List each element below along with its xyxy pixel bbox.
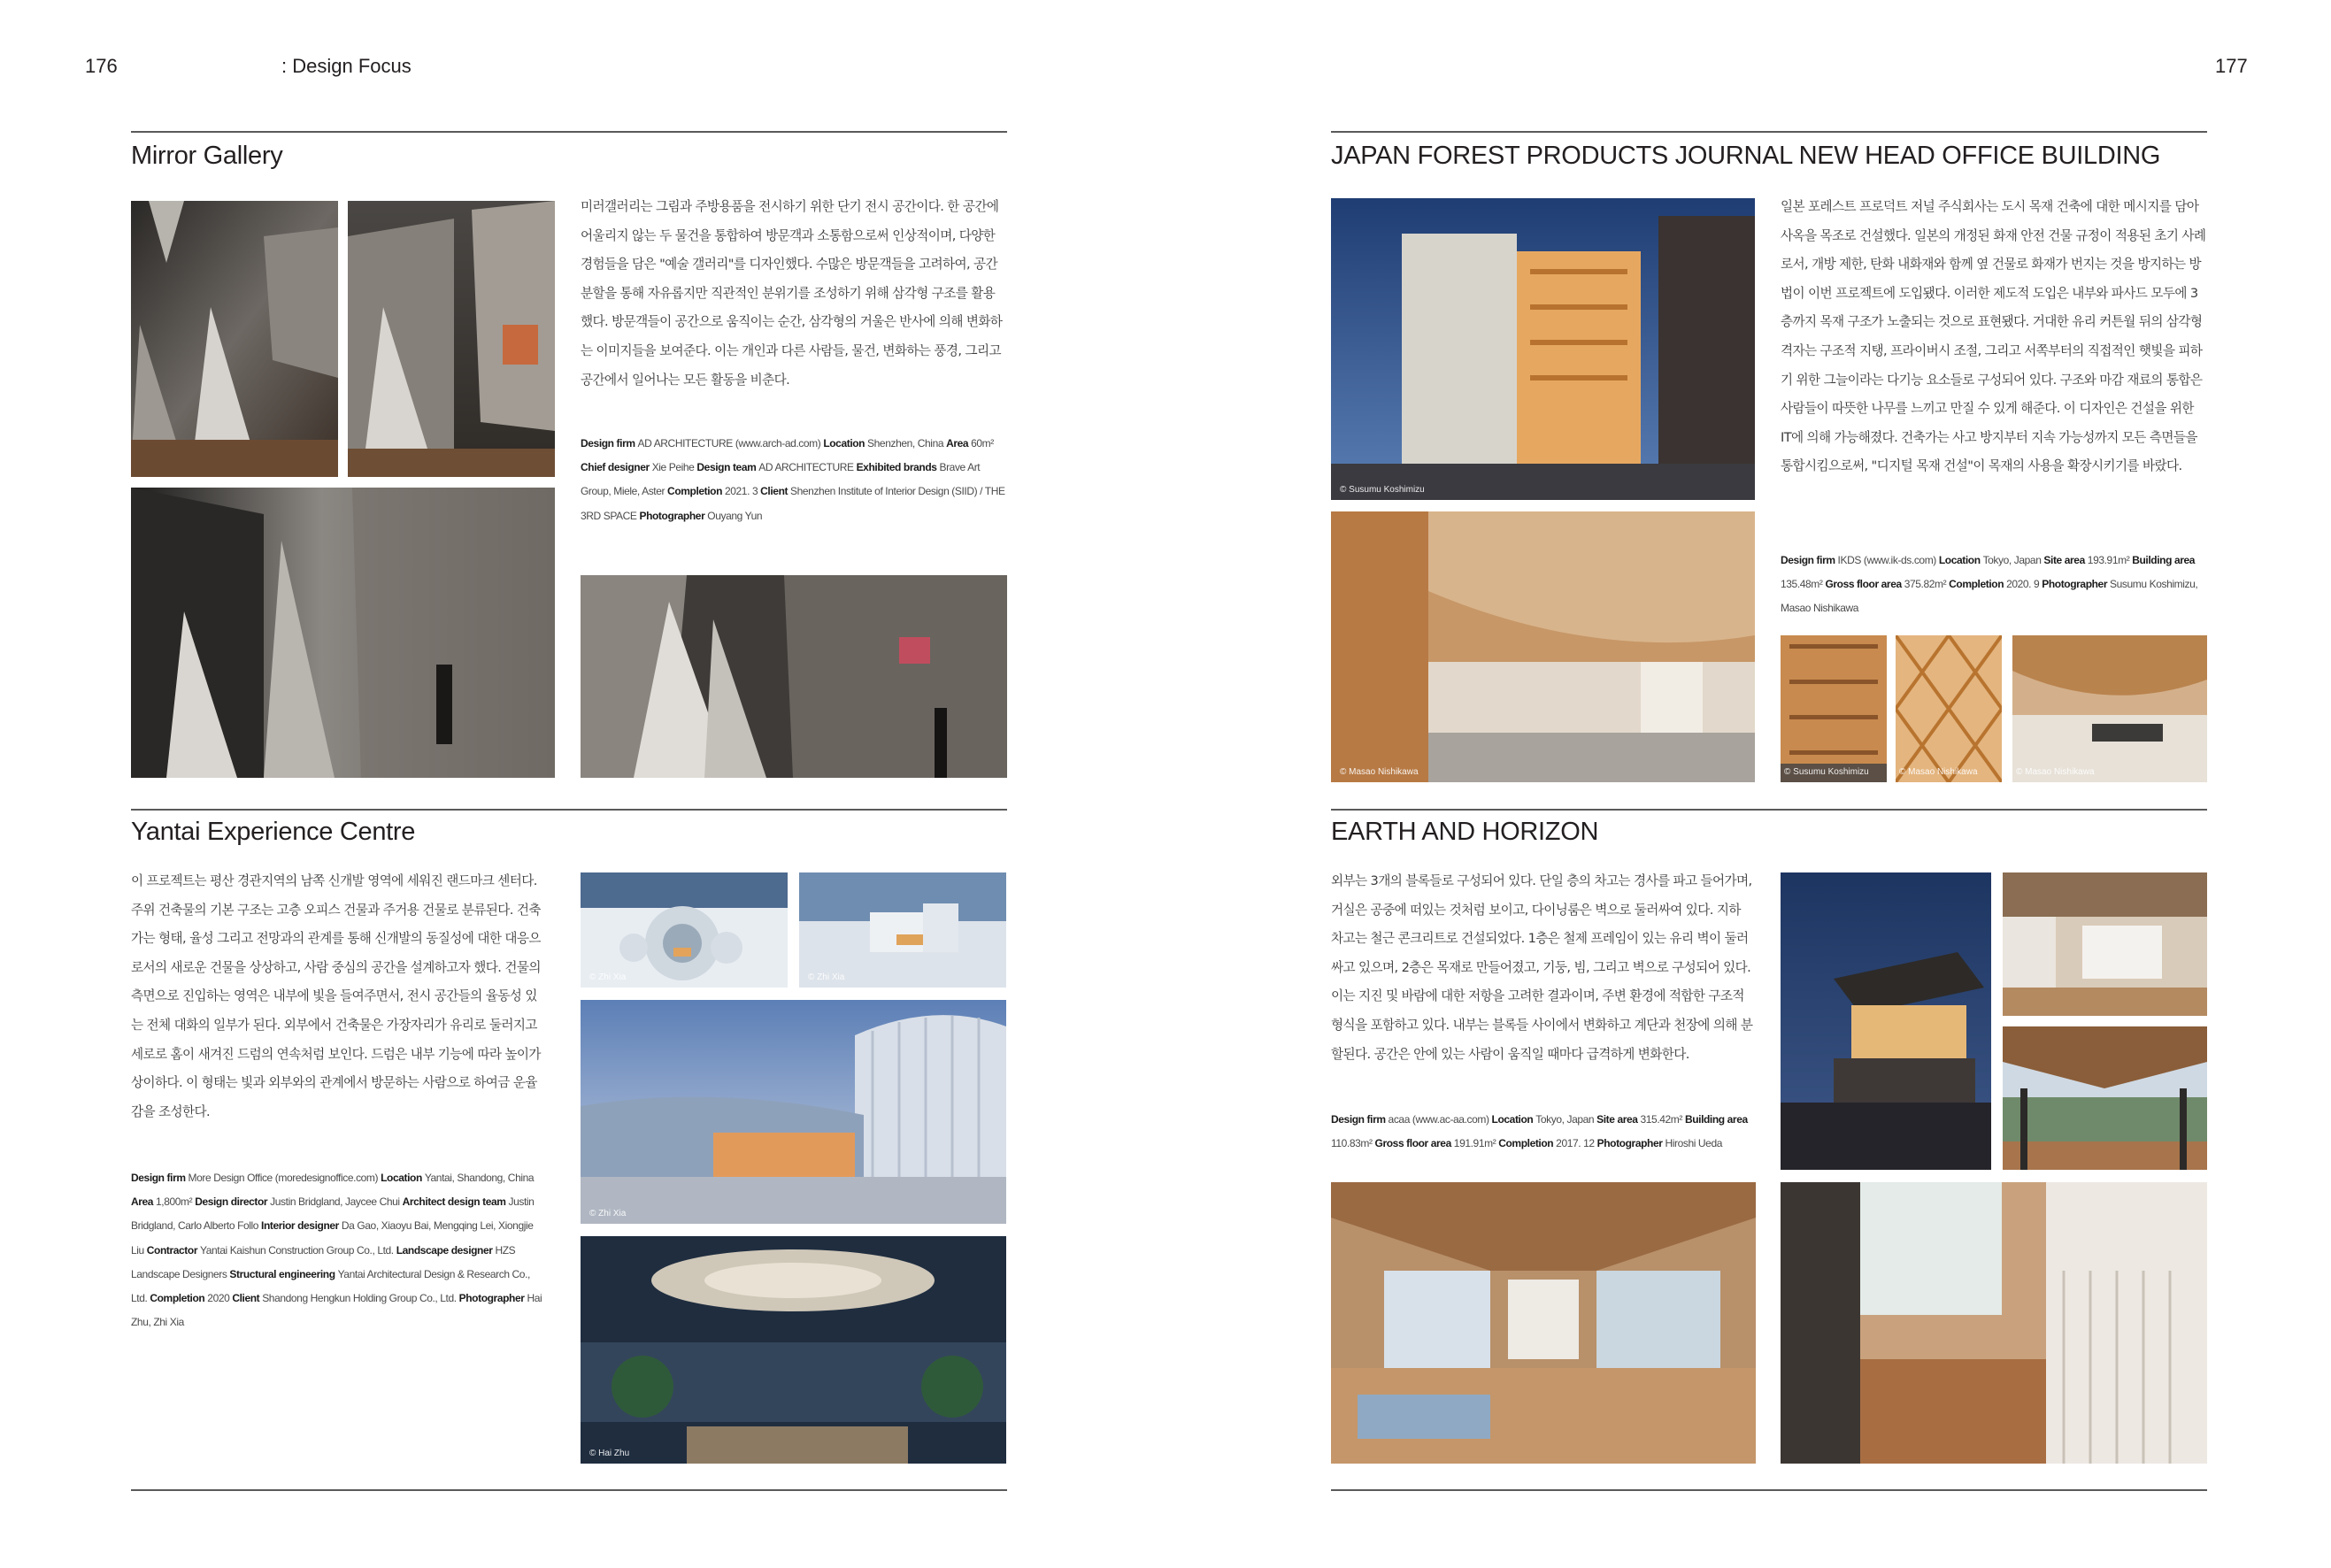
photo-caption: © Zhi Xia [808, 972, 845, 982]
photo-caption: © Hai Zhu [589, 1449, 630, 1458]
credit-value: Hiroshi Ueda [1665, 1137, 1723, 1150]
credit-label: Site area [2043, 554, 2088, 566]
credit-value: Ouyang Yun [707, 509, 763, 522]
left-page-number: 176 [85, 55, 118, 77]
credit-label: Building area [2132, 554, 2196, 566]
credit-label: Contractor [146, 1243, 201, 1257]
credit-value: 1,800m² [156, 1195, 196, 1209]
photo-earth-corridor [2003, 872, 2207, 1016]
credit-label: Exhibited brands [856, 461, 940, 474]
credit-label: Area [131, 1195, 157, 1209]
credit-label: Location [1491, 1113, 1536, 1126]
credit-value: Tokyo, Japan [1535, 1113, 1597, 1126]
credit-label: Design firm [1331, 1113, 1389, 1126]
credit-value: 2020 [207, 1292, 233, 1305]
credit-value: 375.82m² [1904, 578, 1950, 591]
credit-label: Area [946, 437, 972, 450]
photo-japan-forest-thumb-1 [1781, 635, 1887, 782]
credit-label: Gross floor area [1374, 1137, 1454, 1150]
credit-label: Design firm [581, 437, 638, 450]
credit-value: IKDS (www.ik-ds.com) [1837, 554, 1939, 566]
credit-value: Yantai Kaishun Construction Group Co., Ltd. [200, 1243, 396, 1257]
photo-japan-forest-exterior [1331, 198, 1755, 500]
credit-label: Photographer [1596, 1137, 1666, 1150]
credit-value: 110.83m² [1331, 1137, 1375, 1150]
credit-label: Completion [1949, 578, 2007, 591]
divider [131, 1489, 1007, 1491]
credit-label: Photographer [458, 1292, 527, 1305]
credit-label: Structural engineering [229, 1267, 338, 1280]
divider [131, 809, 1007, 811]
credit-value: 135.48m² [1781, 578, 1826, 591]
credit-label: Interior designer [261, 1219, 342, 1233]
credit-value: HZS Landscape Designers [131, 1243, 516, 1280]
photo-mirror-gallery-1 [131, 201, 338, 477]
yantai-credits [131, 1166, 549, 1334]
project-title-yantai: Yantai Experience Centre [131, 818, 416, 846]
photo-caption: © Zhi Xia [589, 1209, 627, 1218]
credit-value: Brave Art Group, Miele, Aster [581, 461, 981, 498]
credit-label: Chief designer [581, 461, 652, 474]
project-title-earth-and-horizon: EARTH AND HORIZON [1331, 818, 1599, 846]
credit-label: Design team [696, 461, 759, 474]
japan-forest-credits [1781, 549, 2207, 621]
photo-yantai-facade [581, 1000, 1006, 1224]
credit-value: AD ARCHITECTURE (www.arch-ad.com) [637, 437, 824, 450]
credit-label: Gross floor area [1825, 578, 1904, 591]
credit-value: 191.91m² [1453, 1137, 1499, 1150]
credit-value: 315.42m² [1640, 1113, 1685, 1126]
credit-value: Tokyo, Japan [1982, 554, 2044, 566]
credit-value: Justin Bridgland, Jaycee Chui [270, 1195, 403, 1209]
credit-label: Completion [150, 1292, 208, 1305]
credit-label: Location [381, 1172, 425, 1184]
photo-caption: © Masao Nishikawa [2016, 767, 2095, 777]
divider [1331, 1489, 2207, 1491]
photo-yantai-exterior-snow [799, 872, 1006, 988]
earth-and-horizon-credits [1331, 1108, 1758, 1156]
credit-value: acaa (www.ac-aa.com) [1388, 1113, 1492, 1126]
credit-label: Location [1938, 554, 1983, 566]
photo-earth-staircase [1781, 1182, 2207, 1464]
photo-caption: © Masao Nishikawa [1340, 767, 1419, 777]
section-heading: : Design Focus [281, 55, 412, 77]
divider [131, 131, 1007, 133]
credit-value: 60m² [971, 437, 994, 450]
japan-forest-description: 일본 포레스트 프로덕트 저널 주식회사는 도시 목재 건축에 대한 메시지를 담아 사옥을 목조로 건설했다. 일본의 개정된 화재 안전 건물 규정이 적용된 초기 사례로서, 개방 제한, 탄화 내화재와 함께 옆 건물로 화재가 번지는 것을 방지하는 방법이 이번 프로젝트에 도입됐다. 이러한 제도적 도입은 내부와 파사드 모두에 3층까지 목재 구조가 노출되는 것으로 표현됐다. 거대한 유리 커튼월 뒤의 삼각형 격자는 구조적 지탱, 프라이버시 조절, 그리고 서쪽부터의 직접적인 햇빛을 피하기 위한 그늘이라는 다기능 요소들로 구성되어 있다. 구조와 마감 재료의 통합은 사람들이 따뜻한 나무를 느끼고 만질 수 있게 해준다. 이 디자인은 건설을 위한 IT에 의해 가능해졌다. 건축가는 사고 방지부터 지속 가능성까지 모든 측면들을 통합시킴으로써, "디지털 목재 건설"이 목재의 사용을 확장시키기를 바랐다. [1781, 199, 2206, 474]
photo-japan-forest-interior [1331, 511, 1755, 782]
credit-value: 2021. 3 [724, 485, 761, 498]
photo-earth-living-room [1331, 1182, 1756, 1464]
divider [1331, 131, 2207, 133]
credit-value: 193.91m² [2087, 554, 2133, 566]
credit-label: Building area [1684, 1113, 1748, 1126]
credit-value: AD ARCHITECTURE [758, 461, 857, 474]
credit-label: Client [760, 485, 791, 498]
credit-value: Da Gao, Xiaoyu Bai, Mengqing Lei, Xiongjie Liu [131, 1219, 534, 1257]
right-page-number: 177 [2215, 55, 2248, 77]
photo-caption: © Zhi Xia [589, 972, 627, 982]
credit-label: Completion [1498, 1137, 1557, 1150]
credit-label: Architect design team [402, 1195, 509, 1209]
photo-japan-forest-thumb-2 [1896, 635, 2002, 782]
credit-value: Justin Bridgland, Carlo Alberto Follo [131, 1195, 535, 1233]
photo-caption: © Masao Nishikawa [1899, 767, 1978, 777]
earth-and-horizon-description: 외부는 3개의 블록들로 구성되어 있다. 단일 층의 차고는 경사를 파고 들어가며, 거실은 공중에 떠있는 것처럼 보이고, 다이닝룸은 벽으로 둘러싸여 있다. 지하 차고는 철근 콘크리트로 건설되었다. 1층은 철제 프레임이 있는 유리 벽이 둘러싸고 있으며, 2층은 목재로 만들어졌고, 기둥, 빔, 그리고 벽으로 구성되어 있다. 이는 지진 및 바람에 대한 저항을 고려한 결과이며, 주변 환경에 적합한 구조적 형식을 포함하고 있다. 내부는 블록들 사이에서 변화하고 계단과 천장에 의해 분할된다. 공간은 안에 있는 사람이 움직일 때마다 급격하게 변화한다. [1331, 873, 1753, 1062]
photo-japan-forest-thumb-3 [2012, 635, 2207, 782]
credit-label: Design firm [131, 1172, 188, 1184]
photo-mirror-gallery-3 [131, 488, 555, 778]
credit-value: More Design Office (moredesignoffice.com) [188, 1172, 381, 1184]
credit-label: Landscape designer [396, 1243, 496, 1257]
credit-value: Shandong Hengkun Holding Group Co., Ltd. [262, 1292, 459, 1305]
project-title-japan-forest: JAPAN FOREST PRODUCTS JOURNAL NEW HEAD OFFICE BUILDING [1331, 142, 2161, 170]
yantai-description: 이 프로젝트는 평산 경관지역의 남쪽 신개발 영역에 세워진 랜드마크 센터다. 주위 건축물의 기본 구조는 고층 오피스 건물과 주거용 건물로 분류된다. 건축가는 형태, 율성 그리고 전망과의 관계를 통해 신개발의 동질성에 대한 대응으로서의 새로운 건물을 상상하고, 사람 중심의 공간을 설계하고자 했다. 건물의 측면으로 진입하는 영역은 내부에 빛을 들여주면서, 전시 공간들의 율동성 있는 전체 대화의 일부가 된다. 외부에서 건축물은 가장자리가 유리로 둘러지고 세로로 홈이 새겨진 드럼의 연속처럼 보인다. 드럼은 내부 기능에 따라 높이가 상이하다. 이 형태는 빛과 외부와의 관계에서 방문하는 사람으로 하여금 운율감을 조성한다. [131, 873, 541, 1119]
credit-label: Design firm [1781, 554, 1838, 566]
credit-label: Site area [1596, 1113, 1641, 1126]
credit-label: Design director [195, 1195, 271, 1209]
photo-yantai-interior [581, 1236, 1006, 1464]
credit-value: 2020. 9 [2006, 578, 2043, 591]
mirror-gallery-credits [581, 432, 1007, 528]
credit-label: Photographer [639, 509, 708, 522]
credit-value: Susumu Koshimizu, Masao Nishikawa [1781, 578, 2198, 615]
project-title-mirror-gallery: Mirror Gallery [131, 142, 283, 170]
credit-value: Yantai, Shandong, China [424, 1172, 535, 1184]
photo-yantai-aerial [581, 872, 788, 988]
credit-label: Location [823, 437, 868, 450]
photo-mirror-gallery-2 [348, 201, 555, 477]
photo-mirror-gallery-4 [581, 575, 1007, 778]
credit-value: Xie Peihe [651, 461, 697, 474]
credit-value: 2017. 12 [1556, 1137, 1597, 1150]
credit-label: Photographer [2042, 578, 2111, 591]
mirror-gallery-description: 미러갤러리는 그림과 주방용품을 전시하기 위한 단기 전시 공간이다. 한 공간에 어울리지 않는 두 물건을 통합하여 방문객과 소통함으로써 인상적이며, 다양한 경험들을 담은 "예술 갤러리"를 디자인했다. 수많은 방문객들을 고려하여, 공간 분할을 통해 자유롭지만 직관적인 분위기를 조성하기 위해 삼각형 구조를 활용했다. 방문객들이 공간으로 움직이는 순간, 삼각형의 거울은 반사에 의해 변화하는 이미지들을 보여준다. 이는 개인과 다른 사람들, 물건, 변화하는 풍경, 그리고 공간에서 일어나는 모든 활동을 비춘다. [581, 199, 1003, 388]
photo-earth-exterior-night [1781, 872, 1991, 1170]
credit-value: Shenzhen Institute of Interior Design (SIID) / THE 3RD SPACE [581, 485, 1005, 522]
photo-earth-balcony [2003, 1026, 2207, 1170]
photo-caption: © Susumu Koshimizu [1784, 767, 1869, 777]
divider [1331, 809, 2207, 811]
photo-caption: © Susumu Koshimizu [1340, 485, 1425, 495]
credit-value: Shenzhen, China [867, 437, 947, 450]
credit-value: Yantai Architectural Design & Research Co., Ltd. [131, 1267, 530, 1305]
credit-label: Client [232, 1292, 263, 1305]
credit-value: Hai Zhu, Zhi Xia [131, 1292, 542, 1329]
credit-label: Completion [667, 485, 725, 498]
